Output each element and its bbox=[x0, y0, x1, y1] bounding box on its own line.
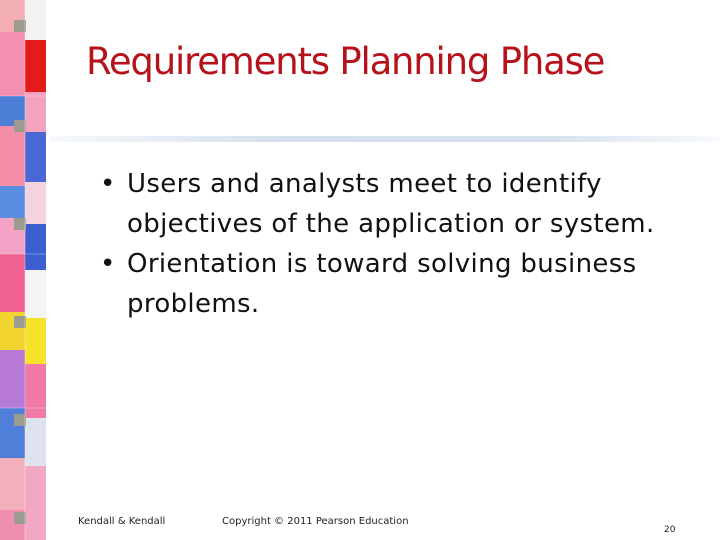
bullet-text: Orientation is toward solving business problems. bbox=[127, 249, 637, 319]
page-number: 20 bbox=[664, 525, 676, 535]
title-divider bbox=[50, 136, 720, 142]
bullet-icon: • bbox=[100, 249, 116, 279]
bullet-text: Users and analysts meet to identify objectives of the application or system. bbox=[127, 169, 655, 239]
quilt-border-image bbox=[0, 0, 46, 540]
footer-copyright: Copyright © 2011 Pearson Education bbox=[222, 516, 409, 527]
slide-title: Requirements Planning Phase bbox=[86, 40, 605, 83]
bullet-icon: • bbox=[100, 169, 116, 199]
bullet-list bbox=[100, 164, 700, 324]
bullet-item bbox=[100, 164, 700, 244]
bullet-item bbox=[100, 244, 700, 324]
footer-author: Kendall & Kendall bbox=[78, 516, 166, 527]
